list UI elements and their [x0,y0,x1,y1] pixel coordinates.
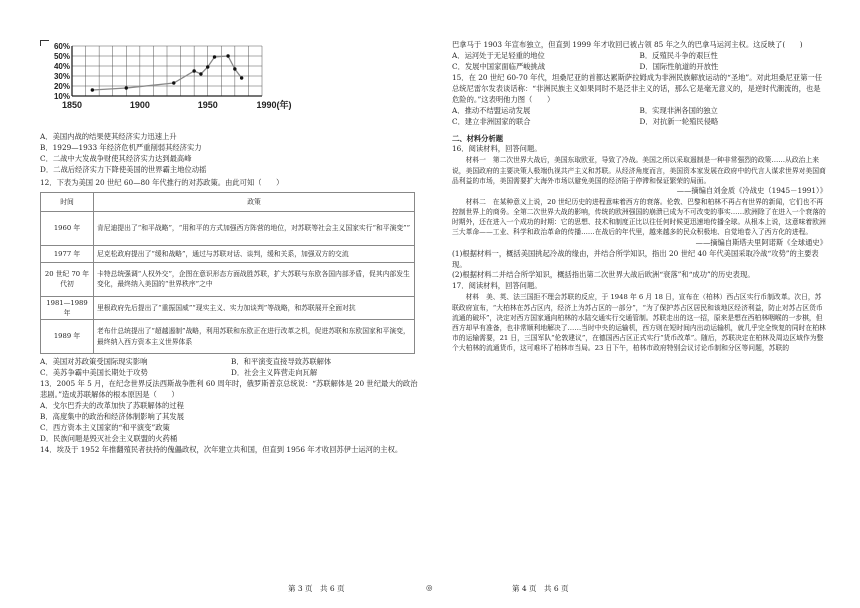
footer-center-mark: ◎ [426,583,433,592]
table-cell-time: 1977 年 [41,245,94,262]
table-cell-time: 1981—1989 年 [41,296,94,319]
table-row [41,211,415,245]
q15-option-b: B．实现非洲各国的独立 [639,105,718,115]
material-2-source: ——摘编自斯塔夫里阿诺斯《全球通史》 [695,237,827,247]
table-cell-policy: 尼克松政府提出了“缓和战略”，通过与苏联对话、谈判，缓和关系，加强双方的交流 [94,245,415,262]
page-3-column [40,0,422,456]
us-policy-table [40,192,415,354]
q16-stem: 16．阅读材料，回答问题。 [452,144,542,154]
table-cell-time: 20 世纪 70 年代初 [41,262,94,296]
page-4-column [452,40,827,353]
q13-option-d: D．民族问题是毁灭社会主义联盟的火药桶 [40,433,178,443]
q15-option-c: C．建立非洲国家的联合 [452,116,531,126]
q15-option-a: A．推动不结盟运动发展 [452,105,531,115]
q13-stem: 13．2005 年 5 月，在纪念世界反法西斯战争胜利 60 周年时，俄罗斯普京总统说：“苏联解体是 20 世纪最大的政治悲剧。”造成苏联解体的根本原因是（ ） [40,378,418,399]
q15-options-row-2 [452,117,827,128]
table-cell-policy: 肯尼迪提出了“和平战略”，“用和平的方式加强西方阵营的地位，对苏联等社会主义国家实行“和平演变”” [94,211,415,245]
q14-options-row-1 [452,51,827,62]
table-row [41,320,415,354]
material-1: 材料一 第二次世界大战后，美国东取欧亚，导致了冷战。美国之所以采取遏制是一种非常强烈的政策……从政治上来说，美国政府的主要决策人极端仇视共产主义和苏联。从经济角度而言，美国资本家发展在政府中的代言人谋求世界对美国商品利益的市场，美国需要扩大海外市场以避免美国的经济陷于停滞和保证繁荣的局面。 [452,156,826,185]
q14-option-d: D．国际性航道的开放性 [639,61,719,71]
q14-option-a: A．运河处于无足轻重的地位 [452,50,545,60]
table-cell-time: 1960 年 [41,211,94,245]
table-row [41,262,415,296]
q11-option-d: D．二战后经济实力下降使美国的世界霸主地位动摇 [40,164,207,174]
q14-continued: 巴拿马于 1903 年宣布独立，但直到 1999 年才收回已被占领 85 年之久的巴拿马运河主权。这反映了( ) [452,40,803,49]
q16-part-2: (2)根据材料二并结合所学知识，概括指出第二次世界大战后欧洲“衰落”和“成功”的历史表现。 [452,270,755,280]
material-3: 材料 美、英、法三国拒不理会苏联的反应，于 1948 年 6 月 18 日，宣布在（柏林）西占区实行币制改革。次日，苏联政府宣布，“大柏林在苏占区内，经济上为苏占区的一部分”，“为了保护苏占区居民和该地区经济利益，防止对苏占区货币流通的破坏”，决定对西方国家通向柏林的水陆交通实行交通管制。苏联走出的这一招，原来是想在西柏林咽喉的一步棋，但西方却早有准备，也非常顺利地解决了……当时中央的运输机，西方则在短时间内出动运输机，就几乎完全恢复的同时在柏林市的运输需要，21 日，三国军队“伦敦建议”，在德国西占区正式实行“货币改革”。随后，苏联决定在柏林及周边区域作为整个大柏林的流通货币，这可难坏了柏林市当局。23 日下午，柏林市政府特别会议讨论币制和分区等问题，苏联的 [452,293,826,353]
section-title: 二、材料分析题 [452,133,504,143]
y-tick-label: 50% [53,52,70,61]
y-tick-label: 60% [53,42,70,51]
material-1-source: ——摘编自刘金质《冷战史（1945－1991）》 [676,185,827,195]
y-tick-label: 20% [53,82,70,91]
y-tick-label: 10% [53,92,70,101]
table-header-policy: 政策 [94,192,415,211]
q15-option-d: D．对抗新一轮殖民侵略 [639,116,719,126]
y-tick-label: 40% [53,62,70,71]
material-2: 材料二 在某种意义上说，20 世纪历史的进程意味着西方的衰落。伦敦、巴黎和柏林不再占有世界的新闻，它们也不再控制世界上的商务。全第二次世界大战的影响，传统的欧洲强国的崩溃已成为不可改变的事实……欧洲除了在进入一个衰落的时期外，还在进入一个成功的时期：它的思想、技术和制度正比以往任何时候更迅速地传播全球。从根本上说，这意味着欧洲三大革命——工业、科学和政治革命的传播……在战后的年代里，越来越多的民众积极地、自觉地卷入了西方化的进程。 [452,197,826,237]
x-tick-label: 1990(年) [256,100,292,110]
q15-options-row-1 [452,106,827,117]
q12-options-row-1 [40,357,422,368]
q13-option-a: A．戈尔巴乔夫的改革加快了苏联解体的过程 [40,400,184,410]
x-tick-label: 1850 [61,100,83,110]
q14-option-c: C．发展中国家面临严峻挑战 [452,61,546,71]
q13-option-c: C．西方资本主义国家的“和平演变”政策 [40,422,170,432]
q16-part-1: (1)根据材料一，概括美国挑起冷战的缘由，并结合所学知识，指出 20 世纪 40 年代美国采取冷战“攻势”的主要表现。 [452,248,819,269]
y-tick-label: 30% [53,72,70,81]
x-tick-label: 1900 [129,100,150,110]
q11-option-b: B．1929—1933 年经济危机严重削弱其经济实力 [40,142,202,152]
q12-options-row-2 [40,368,422,379]
q11-option-a: A．美国内战的结果使其经济实力迅速上升 [40,132,177,141]
q12-option-b: B．和平演变直接导致苏联解体 [231,357,332,367]
table-row [41,296,415,319]
q11-option-c: C．二战中大发战争财使其经济实力达到最高峰 [40,153,192,163]
q15-stem: 15．在 20 世纪 60-70 年代，坦桑尼亚的首都达累斯萨拉姆成为非洲民族解放运动的“圣地”。对此坦桑尼亚第一任总统尼雷尔发表谈话称：“非洲民族主义如果同时不是泛非主义的话，那么它是毫无意义的，是逆时代潮流的，也是危险的。”这表明他力图（ ） [452,72,823,104]
table-cell-time: 1989 年 [41,320,94,354]
table-row [41,245,415,262]
table-cell-policy: 老布什总统提出了“超越遏制”战略，利用苏联和东欧正在进行改革之机，促进苏联和东欧国家和平演变，最终纳入西方资本主义世界体系 [94,320,415,354]
table-header-row [41,192,415,211]
footer-left-page-number: 第 3 页 共 6 页 [288,584,345,593]
q12-stem: 12．下表为美国 20 世纪 60—80 年代推行的对苏政策。由此可知（ ） [40,177,284,187]
q13-option-b: B．高度集中的政治和经济体制影响了其发展 [40,411,185,421]
table-cell-policy: 里根政府先后提出了“重振国威”“现实主义、实力加谈判”等战略，和苏联展开全面对抗 [94,296,415,319]
q14-options-row-2 [452,62,827,73]
q12-option-d: D．社会主义阵营走向瓦解 [231,368,318,377]
q12-option-a: A．美国对苏政策受国际现实影响 [40,357,148,367]
q12-option-c: C．美苏争霸中美国长期处于攻势 [40,368,148,377]
x-tick-label: 1950 [197,100,218,110]
q14-stem: 14．埃及于 1952 年推翻殖民者扶持的傀儡政权，次年建立共和国，但直到 1956 年才收回苏伊士运河的主权。 [40,444,403,454]
table-cell-policy: 卡特总统强调“人权外交”，企图在意识形态方面战胜苏联，扩大苏联与东欧各国内部矛盾，促其内部发生变化，最终纳入美国的“世界秩序”之中 [94,262,415,296]
q14-option-b: B．反殖民斗争的艰巨性 [639,50,718,60]
q17-stem: 17．阅读材料，回答问题。 [452,281,542,291]
footer-right-page-number: 第 4 页 共 6 页 [512,584,569,593]
table-header-time: 时间 [41,192,94,211]
